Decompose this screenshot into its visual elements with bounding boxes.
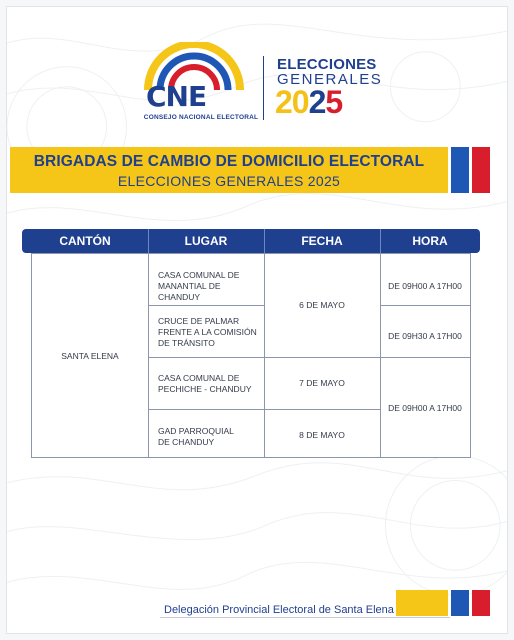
footer-rule	[160, 617, 450, 618]
header-canton: CANTÓN	[59, 234, 111, 248]
lugar-line: MANANTIAL DE CHANDUY	[158, 281, 221, 302]
banner-title: BRIGADAS DE CAMBIO DE DOMICILIO ELECTORAL	[33, 153, 425, 170]
row-divider	[380, 357, 470, 358]
elecciones-label: ELECCIONES	[277, 56, 377, 73]
row-divider	[380, 305, 470, 306]
header-hora: HORA	[412, 234, 448, 248]
column-divider	[264, 253, 265, 458]
year-part-2: 2	[308, 84, 326, 120]
lugar-line: PECHICHE - CHANDUY	[158, 384, 252, 394]
lugar-line: DE TRÁNSITO	[158, 338, 215, 348]
banner-subtitle: ELECCIONES GENERALES 2025	[117, 173, 341, 189]
footer-yellow-stripe	[396, 590, 448, 616]
lugar-line: CASA COMUNAL DE	[158, 270, 240, 280]
lugar-line: CRUCE DE PALMAR	[158, 316, 240, 326]
header-fecha: FECHA	[301, 234, 343, 248]
fecha-cell: 6 DE MAYO	[299, 300, 345, 310]
row-divider	[148, 305, 264, 306]
row-divider	[264, 409, 380, 410]
lugar-cell	[158, 316, 262, 349]
footer-blue-stripe	[451, 590, 469, 616]
cne-subtitle: CONSEJO NACIONAL ELECTORAL	[143, 114, 259, 121]
hora-cell: DE 09H00 A 17H00	[388, 281, 462, 291]
lugar-line: CASA COMUNAL DE	[158, 373, 240, 383]
hora-cell: DE 09H00 A 17H00	[388, 403, 462, 413]
lugar-line: GAD PARROQUIAL	[158, 426, 234, 436]
year-part-3: 5	[325, 84, 343, 120]
lugar-cell	[158, 426, 262, 448]
cne-logo	[136, 42, 383, 122]
generales-label: GENERALES	[277, 71, 383, 88]
blue-stripe	[451, 147, 469, 193]
hora-cell: DE 09H30 A 17H00	[388, 331, 462, 341]
lugar-line: DE CHANDUY	[158, 437, 215, 447]
year-label	[275, 85, 342, 119]
row-divider	[264, 357, 380, 358]
lugar-cell	[158, 270, 262, 303]
lugar-line: FRENTE A LA COMISIÓN	[158, 327, 257, 337]
year-part-1: 20	[275, 84, 309, 120]
column-divider	[148, 253, 149, 458]
cne-wordmark: CNE	[146, 80, 207, 113]
logo-divider	[263, 56, 264, 120]
footer-delegation: Delegación Provincial Electoral de Santa Elena	[164, 604, 394, 616]
canton-cell: SANTA ELENA	[61, 351, 119, 361]
header-lugar: LUGAR	[184, 234, 228, 248]
footer-red-stripe	[472, 590, 490, 616]
red-stripe	[472, 147, 490, 193]
fecha-cell: 7 DE MAYO	[299, 378, 345, 388]
row-divider	[148, 357, 264, 358]
row-divider	[148, 409, 264, 410]
lugar-cell	[158, 373, 262, 395]
fecha-cell: 8 DE MAYO	[299, 430, 345, 440]
